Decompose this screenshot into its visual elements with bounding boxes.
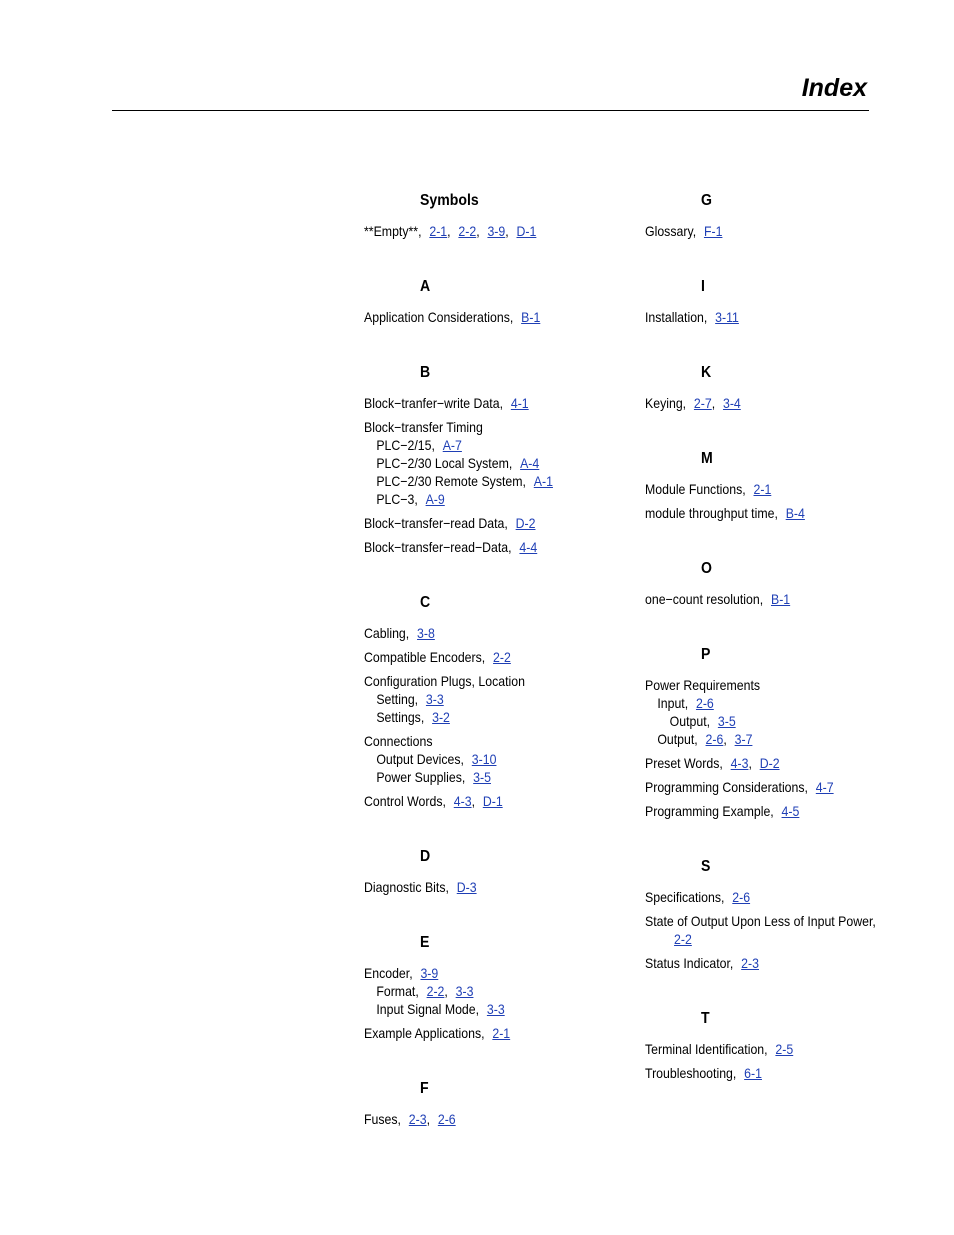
subentry-line: [364, 490, 593, 508]
index-entry: [364, 878, 593, 896]
entry-line: [364, 538, 593, 556]
subentry-line: [364, 982, 593, 1000]
entry-text: Cabling,: [364, 625, 410, 641]
index-entry: [364, 672, 593, 726]
entry-text: Glossary,: [645, 223, 697, 239]
index-entry: [645, 802, 883, 820]
entry-text: Output,: [669, 713, 711, 729]
entry-text: Block−transfer−read−Data,: [364, 539, 512, 555]
index-entry: [364, 624, 593, 642]
entry-line: [364, 418, 593, 436]
entry-text: one−count resolution,: [645, 591, 764, 607]
entry-text: PLC−2/15,: [376, 437, 435, 453]
index-entry: [645, 1064, 883, 1082]
entry-line: [364, 514, 593, 532]
entry-text: Specifications,: [645, 889, 725, 905]
page-title: Index: [801, 74, 867, 102]
subentry-line: [645, 694, 883, 712]
index-section-s: [645, 856, 915, 972]
subentry-line: [364, 454, 593, 472]
page-reference-link[interactable]: 3-11: [715, 309, 739, 325]
index-section-g: [645, 190, 915, 240]
subentry-line: [364, 690, 593, 708]
subentry-line: [364, 1000, 593, 1018]
index-entry: [364, 538, 593, 556]
subentry-line: [364, 708, 593, 726]
section-spacer: [364, 816, 624, 846]
page-reference-link[interactable]: 3-8: [417, 625, 435, 641]
entry-text: Preset Words,: [645, 755, 723, 771]
entry-line: [645, 480, 883, 498]
page-reference-link[interactable]: 4-7: [815, 779, 834, 795]
page-reference-link[interactable]: 3-9: [420, 965, 439, 981]
entry-line: [364, 792, 593, 810]
entry-line: [645, 676, 883, 694]
entry-text: Example Applications,: [364, 1025, 485, 1041]
entry-line: [645, 1064, 883, 1082]
index-entry: [645, 888, 883, 906]
entry-text: Compatible Encoders,: [364, 649, 486, 665]
entry-line: [645, 888, 883, 906]
index-entry: [364, 1024, 593, 1042]
index-section-d: [364, 846, 624, 896]
entry-text: Power Supplies,: [376, 769, 466, 785]
section-heading: A: [420, 278, 431, 295]
section-spacer: [645, 246, 915, 276]
page-reference-link[interactable]: D-1: [482, 793, 503, 809]
entry-text: PLC−2/30 Local System,: [376, 455, 513, 471]
ref-separator: ,: [723, 731, 727, 747]
entry-text: Block−tranfer−write Data,: [364, 395, 504, 411]
index-section-f: [364, 1078, 624, 1128]
entry-line: [645, 778, 883, 796]
entry-text: Block−transfer−read Data,: [364, 515, 508, 531]
page-reference-link[interactable]: 3-3: [455, 983, 474, 999]
index-entry: [364, 418, 593, 508]
section-heading: Symbols: [420, 192, 479, 209]
index-entry: [645, 954, 883, 972]
entry-text: Input,: [657, 695, 689, 711]
page-reference-link[interactable]: 4-3: [730, 755, 749, 771]
section-heading: S: [701, 858, 711, 875]
section-spacer: [364, 332, 624, 362]
entry-line: [364, 732, 593, 750]
index-column-right: [645, 190, 915, 1088]
page-reference-link[interactable]: A-4: [520, 455, 540, 471]
entry-text: module throughput time,: [645, 505, 778, 521]
index-entry: [645, 912, 883, 948]
ref-separator: ,: [748, 755, 752, 771]
section-heading: F: [420, 1080, 429, 1097]
page-reference-link[interactable]: 2-1: [429, 223, 448, 239]
entry-text: Format,: [376, 983, 419, 999]
section-spacer: [645, 332, 915, 362]
index-column-left: [364, 190, 624, 1134]
entry-text: Encoder,: [364, 965, 413, 981]
subentry-line: [645, 730, 883, 748]
entry-text: Output Devices,: [376, 751, 464, 767]
index-entry: [645, 778, 883, 796]
entry-text: Status Indicator,: [645, 955, 734, 971]
ref-separator: ,: [505, 223, 509, 239]
entry-text: Connections: [364, 733, 433, 749]
entry-text: Programming Considerations,: [645, 779, 808, 795]
entry-text: Power Requirements: [645, 677, 761, 693]
index-section-e: [364, 932, 624, 1042]
page-reference-link[interactable]: 2-6: [732, 889, 751, 905]
page-reference-link[interactable]: 2-1: [753, 481, 772, 497]
page-reference-link[interactable]: 3-2: [432, 709, 450, 725]
entry-line: [645, 504, 883, 522]
section-heading: E: [420, 934, 430, 951]
page-reference-link[interactable]: 2-6: [695, 695, 714, 711]
subentry-line: [364, 768, 593, 786]
section-spacer: [364, 246, 624, 276]
entry-text: Control Words,: [364, 793, 446, 809]
index-entry: [364, 964, 593, 1018]
subentry-line: [645, 930, 883, 948]
entry-text: Settings,: [376, 709, 425, 725]
section-heading: M: [701, 450, 713, 467]
entry-line: [645, 394, 883, 412]
entry-text: PLC−2/30 Remote System,: [376, 473, 526, 489]
entry-text: Module Functions,: [645, 481, 746, 497]
index-entry: [364, 308, 593, 326]
page-reference-link[interactable]: 3-4: [722, 395, 741, 411]
index-entry: [645, 222, 883, 240]
entry-line: [364, 672, 593, 690]
page-reference-link[interactable]: A-7: [442, 437, 462, 453]
index-section-t: [645, 1008, 915, 1082]
section-heading: I: [701, 278, 705, 295]
page-reference-link[interactable]: 4-1: [510, 395, 529, 411]
entry-line: [364, 624, 593, 642]
entry-text: Keying,: [645, 395, 687, 411]
page-reference-link[interactable]: D-3: [456, 879, 477, 895]
page-reference-link[interactable]: B-1: [521, 309, 541, 325]
entry-line: [364, 878, 593, 896]
subentry-line: [645, 712, 883, 730]
entry-line: [645, 954, 883, 972]
page-reference-link[interactable]: 4-4: [519, 539, 538, 555]
entry-line: [364, 1024, 593, 1042]
page-reference-link[interactable]: 3-3: [486, 1001, 505, 1017]
page-reference-link[interactable]: 3-3: [425, 691, 444, 707]
index-entry: [364, 732, 593, 786]
page-reference-link[interactable]: 2-6: [437, 1111, 456, 1127]
ref-separator: ,: [447, 223, 451, 239]
index-section-symbols: [364, 190, 624, 240]
page-reference-link[interactable]: B-1: [770, 591, 791, 607]
ref-separator: ,: [711, 395, 716, 411]
entry-text: **Empty**,: [364, 223, 422, 239]
section-spacer: [364, 1048, 624, 1078]
index-section-a: [364, 276, 624, 326]
entry-line: [645, 1040, 883, 1058]
entry-text: Application Considerations,: [364, 309, 514, 325]
index-entry: [645, 754, 883, 772]
section-heading: O: [701, 560, 712, 577]
index-entry: [645, 590, 883, 608]
index-section-c: [364, 592, 624, 810]
section-spacer: [645, 528, 915, 558]
entry-text: Diagnostic Bits,: [364, 879, 449, 895]
page-reference-link[interactable]: 3-5: [473, 769, 491, 785]
page-reference-link[interactable]: 2-2: [426, 983, 445, 999]
page-reference-link[interactable]: 6-1: [744, 1065, 762, 1081]
page-reference-link[interactable]: 2-3: [741, 955, 759, 971]
index-section-o: [645, 558, 915, 608]
section-heading: T: [701, 1010, 710, 1027]
entry-text: Installation,: [645, 309, 708, 325]
index-section-b: [364, 362, 624, 556]
index-entry: [645, 480, 883, 498]
page-reference-link[interactable]: 2-6: [705, 731, 724, 747]
page-reference-link[interactable]: 2-2: [493, 649, 511, 665]
index-entry: [645, 504, 883, 522]
page-reference-link[interactable]: D-2: [759, 755, 780, 771]
page-reference-link[interactable]: 3-7: [734, 731, 753, 747]
page-reference-link[interactable]: F-1: [703, 223, 723, 239]
header-rule: [112, 110, 869, 111]
section-spacer: [645, 978, 915, 1008]
section-spacer: [645, 418, 915, 448]
entry-text: Terminal Identification,: [645, 1041, 768, 1057]
entry-text: Programming Example,: [645, 803, 774, 819]
index-entry: [645, 308, 883, 326]
index-section-m: [645, 448, 915, 522]
entry-line: [645, 590, 883, 608]
ref-separator: ,: [426, 1111, 431, 1127]
page-reference-link[interactable]: 2-1: [492, 1025, 511, 1041]
subentry-line: [364, 436, 593, 454]
index-entry: [364, 792, 593, 810]
page-reference-link[interactable]: 2-2: [458, 223, 477, 239]
page-reference-link[interactable]: 3-10: [471, 751, 497, 767]
entry-line: [364, 394, 593, 412]
entry-text: Output,: [657, 731, 698, 747]
entry-line: [645, 912, 883, 930]
page-reference-link[interactable]: 4-3: [453, 793, 472, 809]
section-heading: B: [420, 364, 431, 381]
ref-separator: ,: [444, 983, 448, 999]
section-heading: G: [701, 192, 712, 209]
index-section-p: [645, 644, 915, 820]
page-reference-link[interactable]: 2-7: [693, 395, 712, 411]
index-entry: [364, 1110, 593, 1128]
index-entry: [364, 222, 593, 240]
page-reference-link[interactable]: 4-5: [781, 803, 800, 819]
subentry-line: [364, 750, 593, 768]
entry-line: [364, 964, 593, 982]
entry-line: [364, 648, 593, 666]
page-reference-link[interactable]: 3-5: [717, 713, 736, 729]
page-reference-link[interactable]: 2-5: [775, 1041, 794, 1057]
entry-text: PLC−3,: [376, 491, 418, 507]
subentry-line: [364, 472, 593, 490]
index-section-i: [645, 276, 915, 326]
entry-line: [645, 802, 883, 820]
section-heading: D: [420, 848, 431, 865]
index-entry: [364, 648, 593, 666]
ref-separator: ,: [471, 793, 475, 809]
index-entry: [645, 1040, 883, 1058]
entry-line: [645, 308, 883, 326]
entry-line: [364, 222, 593, 240]
page-reference-link[interactable]: 2-3: [408, 1111, 427, 1127]
entry-text: Setting,: [376, 691, 419, 707]
entry-text: Configuration Plugs, Location: [364, 673, 525, 689]
section-heading: P: [701, 646, 711, 663]
index-entry: [645, 676, 883, 748]
entry-line: [364, 1110, 593, 1128]
page-reference-link[interactable]: D-1: [516, 223, 537, 239]
entry-line: [364, 308, 593, 326]
index-entry: [645, 394, 883, 412]
entry-text: Troubleshooting,: [645, 1065, 737, 1081]
page-reference-link[interactable]: 2-2: [674, 931, 692, 947]
index-entry: [364, 514, 593, 532]
entry-line: [645, 222, 883, 240]
index-section-k: [645, 362, 915, 412]
ref-separator: ,: [476, 223, 480, 239]
entry-text: Block−transfer Timing: [364, 419, 483, 435]
section-spacer: [364, 902, 624, 932]
section-heading: K: [701, 364, 712, 381]
section-heading: C: [420, 594, 431, 611]
page-reference-link[interactable]: A-9: [425, 491, 445, 507]
entry-text: Fuses,: [364, 1111, 401, 1127]
page-reference-link[interactable]: A-1: [533, 473, 553, 489]
page-reference-link[interactable]: 3-9: [487, 223, 506, 239]
entry-text: Input Signal Mode,: [376, 1001, 480, 1017]
page-reference-link[interactable]: B-4: [785, 505, 805, 521]
index-entry: [364, 394, 593, 412]
section-spacer: [645, 614, 915, 644]
page-reference-link[interactable]: D-2: [515, 515, 536, 531]
entry-line: [645, 754, 883, 772]
entry-text: State of Output Upon Less of Input Power,: [645, 913, 876, 929]
section-spacer: [645, 826, 915, 856]
section-spacer: [364, 562, 624, 592]
